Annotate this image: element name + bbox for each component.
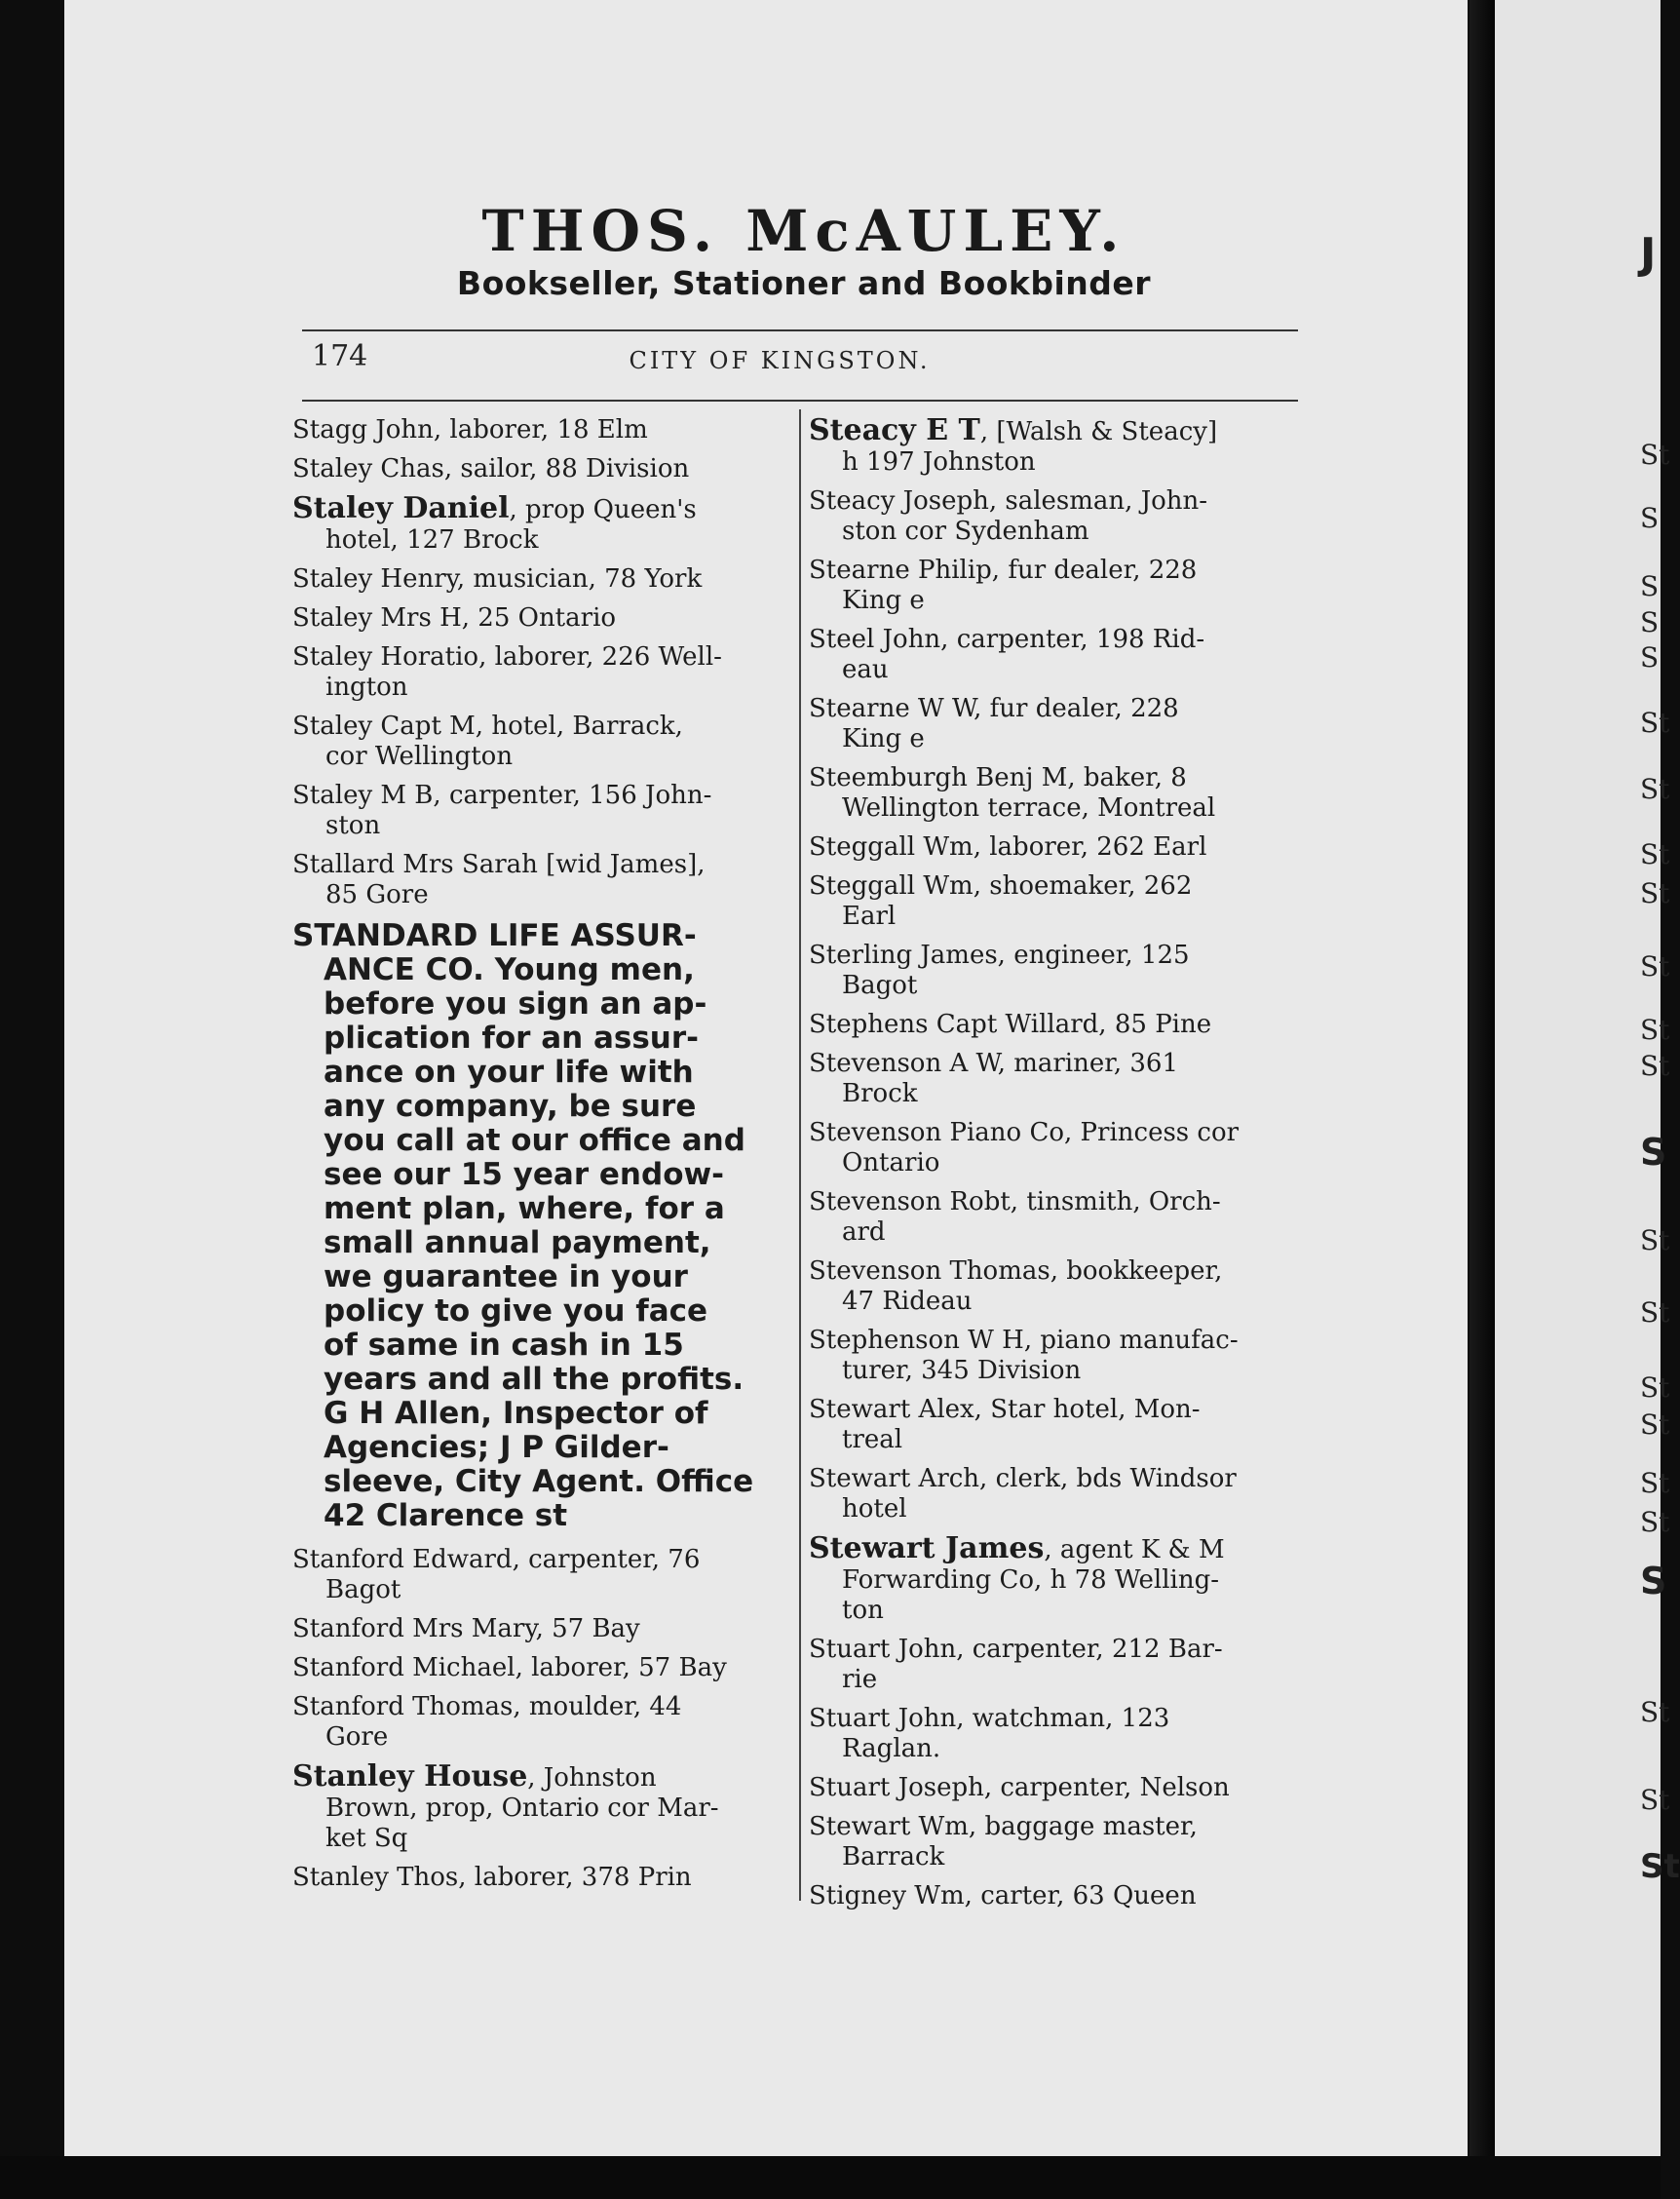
- entry-continuation: treal: [842, 1425, 903, 1454]
- entry-continuation: ard: [842, 1217, 886, 1247]
- entry-text: Stephenson W H, piano manufac-: [809, 1326, 1239, 1355]
- entry-text: Stevenson Piano Co, Princess cor: [809, 1118, 1240, 1147]
- ad-standard-life: [292, 919, 780, 1533]
- entry-text: Steacy Joseph, salesman, John-: [809, 486, 1208, 516]
- entry-continuation: 47 Rideau: [842, 1287, 973, 1316]
- entry-continuation: hotel, 127 Brock: [325, 525, 539, 555]
- ad-line: ance on your life with: [324, 1055, 694, 1090]
- entry-text: Stewart Alex, Star hotel, Mon-: [809, 1395, 1201, 1424]
- scan-border: [0, 2156, 1661, 2199]
- entry-text: Staley M B, carpenter, 156 John-: [292, 781, 712, 810]
- ad-line: years and all the profits.: [324, 1362, 745, 1397]
- directory-entry: [809, 1326, 1296, 1386]
- entry-text: Staley Horatio, laborer, 226 Well-: [292, 642, 722, 672]
- ad-line: see our 15 year endow-: [324, 1157, 724, 1192]
- advertiser-trade: Bookseller, Stationer and Bookbinder: [456, 264, 1152, 302]
- entry-continuation: hotel: [842, 1494, 907, 1524]
- directory-entry: [292, 850, 780, 910]
- directory-entry: [292, 1545, 780, 1605]
- entry-text: Stuart John, carpenter, 212 Bar-: [809, 1635, 1223, 1664]
- entry-continuation: King e: [842, 586, 925, 615]
- ad-line: you call at our office and: [324, 1123, 745, 1158]
- directory-entry: [809, 1533, 1296, 1626]
- directory-entry: [292, 1761, 780, 1854]
- ad-line: of same in cash in 15: [324, 1328, 684, 1363]
- next-page-fragment: St: [1640, 1467, 1670, 1499]
- directory-entry: [809, 415, 1296, 478]
- directory-entry: [809, 1049, 1296, 1109]
- next-page-fragment: St: [1640, 1050, 1670, 1082]
- entry-text: Stallard Mrs Sarah [wid James],: [292, 850, 706, 879]
- next-page-fragment: S: [1640, 606, 1660, 638]
- entry-continuation: Raglan.: [842, 1734, 941, 1763]
- entry-text: Staley Capt M, hotel, Barrack,: [292, 712, 683, 741]
- entry-continuation: Bagot: [842, 971, 918, 1000]
- next-page-fragment: St: [1640, 877, 1670, 909]
- directory-entry: [292, 1692, 780, 1753]
- entry-continuation: Ontario: [842, 1148, 940, 1177]
- directory-entry: [292, 454, 780, 484]
- left-column: [292, 415, 780, 1902]
- next-page-fragment: St: [1640, 950, 1670, 983]
- ad-line: before you sign an ap-: [324, 986, 707, 1022]
- directory-entry: [809, 1635, 1296, 1695]
- directory-entry: [292, 781, 780, 841]
- directory-entry: [292, 1863, 780, 1893]
- next-page-fragment: St: [1640, 1847, 1680, 1886]
- entry-continuation: Brock: [842, 1079, 918, 1108]
- next-page-fragment: St: [1640, 1696, 1670, 1728]
- entry-text: Stewart Arch, clerk, bds Windsor: [809, 1464, 1237, 1493]
- entry-text: Staley Henry, musician, 78 York: [292, 564, 703, 594]
- ad-line: 42 Clarence st: [324, 1498, 568, 1533]
- directory-entry: [809, 1704, 1296, 1764]
- next-page-fragment: S: [1640, 1560, 1667, 1602]
- entry-name: Stanley House: [292, 1759, 528, 1794]
- ad-line: we guarantee in your: [324, 1259, 688, 1294]
- directory-entry: [809, 1881, 1296, 1911]
- next-page-fragment: St: [1640, 707, 1670, 739]
- ad-line: G H Allen, Inspector of: [324, 1396, 708, 1431]
- directory-entry: [809, 1256, 1296, 1317]
- directory-entry: [809, 1118, 1296, 1178]
- entry-continuation: Earl: [842, 902, 897, 931]
- directory-entry: [292, 712, 780, 772]
- directory-entry: [292, 415, 780, 445]
- directory-entry: [292, 1614, 780, 1644]
- entry-text: Stephens Capt Willard, 85 Pine: [809, 1010, 1212, 1039]
- directory-entry: [809, 556, 1296, 616]
- entry-text: Stevenson Robt, tinsmith, Orch-: [809, 1187, 1221, 1216]
- column-divider: [799, 409, 801, 1901]
- next-page-fragment: J: [1640, 229, 1657, 279]
- ad-line: plication for an assur-: [324, 1021, 700, 1056]
- entry-continuation: rie: [842, 1665, 878, 1694]
- entry-continuation: ston: [325, 811, 381, 840]
- entry-text: Stuart Joseph, carpenter, Nelson: [809, 1773, 1230, 1802]
- next-page-fragment: St: [1640, 838, 1670, 870]
- ad-line: ment plan, where, for a: [324, 1191, 725, 1226]
- directory-entry: [292, 564, 780, 595]
- advertiser-header: [302, 200, 1306, 305]
- entry-text: Stuart John, watchman, 123: [809, 1704, 1170, 1733]
- next-page-fragment: St: [1640, 1014, 1670, 1046]
- next-page-fragment: S: [1640, 641, 1660, 674]
- entry-continuation: h 197 Johnston: [842, 447, 1036, 477]
- ad-line: ANCE CO. Young men,: [324, 952, 695, 987]
- directory-entry: [809, 625, 1296, 685]
- entry-text: Stanford Thomas, moulder, 44: [292, 1692, 682, 1721]
- entry-text: , Johnston: [527, 1763, 657, 1793]
- ad-line: Agencies; J P Gilder-: [324, 1430, 669, 1465]
- directory-entry: [809, 941, 1296, 1001]
- ad-line: any company, be sure: [324, 1089, 697, 1124]
- entry-continuation: ton: [842, 1596, 884, 1625]
- title-rule: [302, 400, 1298, 402]
- entry-text: Stanley Thos, laborer, 378 Prin: [292, 1863, 692, 1892]
- entry-continuation: ket Sq: [325, 1824, 408, 1853]
- ad-line: small annual payment,: [324, 1225, 711, 1260]
- next-page-fragment: St: [1640, 439, 1670, 471]
- directory-entry: [809, 1187, 1296, 1248]
- entry-continuation: 85 Gore: [325, 880, 429, 909]
- directory-entry: [809, 832, 1296, 863]
- page-title: CITY OF KINGSTON.: [629, 347, 931, 374]
- entry-text: Staley Mrs H, 25 Ontario: [292, 603, 617, 633]
- entry-text: Stewart Wm, baggage master,: [809, 1812, 1198, 1841]
- entry-continuation: Wellington terrace, Montreal: [842, 793, 1216, 823]
- directory-entry: [809, 694, 1296, 754]
- entry-continuation: Brown, prop, Ontario cor Mar-: [325, 1794, 719, 1823]
- entry-text: Steemburgh Benj M, baker, 8: [809, 763, 1187, 792]
- right-entries: [809, 415, 1296, 1911]
- entry-continuation: ston cor Sydenham: [842, 517, 1089, 546]
- next-page-fragment: St: [1640, 1506, 1670, 1538]
- next-page-fragment: St: [1640, 1224, 1670, 1256]
- next-page-edge: [1495, 0, 1661, 2156]
- ad-first-line: STANDARD LIFE ASSUR-: [292, 918, 697, 953]
- entry-text: Stearne W W, fur dealer, 228: [809, 694, 1179, 723]
- entry-text: Stanford Michael, laborer, 57 Bay: [292, 1653, 727, 1682]
- entry-text: , prop Queen's: [509, 495, 697, 524]
- right-column: [809, 415, 1296, 1920]
- entry-text: Stanford Mrs Mary, 57 Bay: [292, 1614, 640, 1643]
- directory-entry: [809, 1773, 1296, 1803]
- entry-text: Steggall Wm, shoemaker, 262: [809, 871, 1193, 901]
- next-page-fragment: S: [1640, 1131, 1667, 1174]
- entry-continuation: Gore: [325, 1722, 389, 1752]
- directory-entry: [809, 871, 1296, 932]
- book-gutter: [1470, 0, 1495, 2199]
- entry-text: Staley Chas, sailor, 88 Division: [292, 454, 690, 483]
- entry-continuation: Barrack: [842, 1842, 945, 1871]
- entry-continuation: Bagot: [325, 1575, 401, 1604]
- ad-line: policy to give you face: [324, 1293, 708, 1329]
- entry-continuation: turer, 345 Division: [842, 1356, 1082, 1385]
- entry-text: Sterling James, engineer, 125: [809, 941, 1190, 970]
- next-page-fragment: St: [1640, 1408, 1670, 1441]
- next-page-fragment: St: [1640, 1784, 1670, 1816]
- next-page-fragment: St: [1640, 773, 1670, 805]
- next-page-fragment: St: [1640, 1296, 1670, 1329]
- entry-text: Stearne Philip, fur dealer, 228: [809, 556, 1198, 585]
- directory-entry: [809, 1812, 1296, 1872]
- entry-name: Staley Daniel: [292, 491, 510, 525]
- entry-continuation: ington: [325, 673, 408, 702]
- entry-text: , [Walsh & Steacy]: [979, 417, 1218, 446]
- directory-entry: [809, 763, 1296, 824]
- entry-continuation: Forwarding Co, h 78 Welling-: [842, 1565, 1220, 1595]
- entry-text: Stigney Wm, carter, 63 Queen: [809, 1881, 1197, 1910]
- header-rule: [302, 329, 1298, 331]
- directory-entry: [292, 493, 780, 556]
- entry-text: Steel John, carpenter, 198 Rid-: [809, 625, 1205, 654]
- ad-line: sleeve, City Agent. Office: [324, 1464, 754, 1499]
- entry-continuation: eau: [842, 655, 889, 684]
- left-entries-after: [292, 1545, 780, 1893]
- entry-continuation: cor Wellington: [325, 742, 514, 771]
- directory-entry: [809, 1464, 1296, 1524]
- entry-continuation: King e: [842, 724, 925, 753]
- next-page-fragment: St: [1640, 1371, 1670, 1404]
- entry-name: Steacy E T: [809, 413, 980, 447]
- advertiser-name: THOS. McAULEY.: [481, 198, 1126, 264]
- entry-text: Stanford Edward, carpenter, 76: [292, 1545, 701, 1574]
- entry-text: Stevenson Thomas, bookkeeper,: [809, 1256, 1223, 1286]
- directory-entry: [809, 486, 1296, 547]
- entry-text: Steggall Wm, laborer, 262 Earl: [809, 832, 1207, 862]
- next-page-fragment: S: [1640, 502, 1660, 534]
- directory-entry: [809, 1395, 1296, 1455]
- entry-text: Stevenson A W, mariner, 361: [809, 1049, 1178, 1078]
- directory-entry: [292, 603, 780, 634]
- ad-body: [292, 953, 780, 1533]
- directory-entry: [292, 1653, 780, 1683]
- entry-name: Stewart James: [809, 1531, 1045, 1565]
- entry-text: Stagg John, laborer, 18 Elm: [292, 415, 648, 444]
- left-entries: [292, 415, 780, 910]
- directory-entry: [809, 1010, 1296, 1040]
- next-page-fragment: S: [1640, 570, 1660, 602]
- directory-entry: [292, 642, 780, 703]
- entry-text: , agent K & M: [1044, 1535, 1225, 1564]
- page-number: 174: [312, 339, 368, 373]
